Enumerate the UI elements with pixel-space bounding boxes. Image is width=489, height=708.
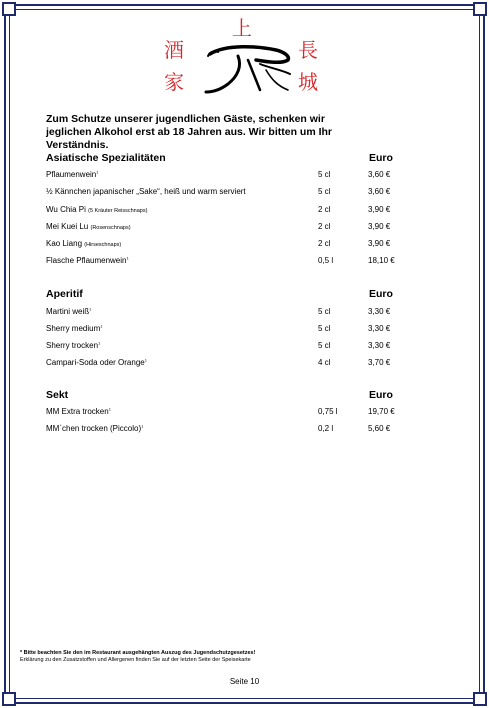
section-title: Aperitif xyxy=(46,288,83,300)
item-quantity: 4 cl xyxy=(318,358,331,367)
menu-item xyxy=(46,358,446,370)
logo-char: 家 xyxy=(164,70,184,94)
corner-ornament xyxy=(2,2,16,16)
item-name: MM`chen trocken (Piccolo)$^1$ xyxy=(46,423,144,433)
item-quantity: 5 cl xyxy=(318,307,331,316)
age-notice: Zum Schutze unserer jugendlichen Gäste, schenken wir jeglichen Alkohol erst ab 18 Jahren aus. Wir bitten um Ihr Verständnis. xyxy=(46,113,332,151)
item-quantity: 5 cl xyxy=(318,324,331,333)
item-quantity: 2 cl xyxy=(318,239,331,248)
menu-item xyxy=(46,407,446,419)
corner-ornament xyxy=(473,692,487,706)
menu-item xyxy=(46,341,446,353)
section-title: Asiatische Spezialitäten xyxy=(46,152,166,164)
item-price: 3,60 € xyxy=(368,170,391,179)
section-currency: Euro xyxy=(369,152,393,164)
item-price: 3,30 € xyxy=(368,324,391,333)
logo-char: 城 xyxy=(298,70,318,94)
item-price: 3,90 € xyxy=(368,222,391,231)
corner-ornament xyxy=(473,2,487,16)
item-name: ½ Kännchen japanischer „Sake“, heiß und warm serviert xyxy=(46,187,246,196)
item-name: Sherry medium$^1$ xyxy=(46,323,103,333)
restaurant-logo xyxy=(160,18,330,100)
logo-char: 酒 xyxy=(164,38,184,62)
corner-ornament xyxy=(2,692,16,706)
item-price: 3,90 € xyxy=(368,205,391,214)
menu-item xyxy=(46,239,446,251)
menu-item xyxy=(46,324,446,336)
item-name: Flasche Pflaumenwein$^1$ xyxy=(46,255,129,265)
item-name: Pflaumenwein$^1$ xyxy=(46,169,99,179)
item-price: 3,90 € xyxy=(368,239,391,248)
menu-item xyxy=(46,170,446,182)
logo-char: 長 xyxy=(298,38,318,62)
item-quantity: 5 cl xyxy=(318,187,331,196)
logo-char: 上 xyxy=(232,16,252,40)
youth-protection-footnote: * Bitte beachten Sie den im Restaurant ausgehängten Auszug des Jugendschutzgesetzes! xyxy=(20,650,256,656)
item-name: MM Extra trocken$^1$ xyxy=(46,406,111,416)
item-price: 3,70 € xyxy=(368,358,391,367)
item-quantity: 0,2 l xyxy=(318,424,334,433)
item-name: Wu Chia Pi (5 Kräuter Reisschnaps) xyxy=(46,205,148,214)
menu-item xyxy=(46,222,446,234)
menu-item xyxy=(46,205,446,217)
great-wall-brush-icon xyxy=(198,40,294,98)
item-quantity: 2 cl xyxy=(318,222,331,231)
item-quantity: 0,75 l xyxy=(318,407,338,416)
page-number: Seite 10 xyxy=(229,677,260,686)
menu-item xyxy=(46,256,446,268)
item-name: Kao Liang (Hirseschnaps) xyxy=(46,239,122,248)
item-name: Martini weiß$^1$ xyxy=(46,306,92,316)
item-price: 5,60 € xyxy=(368,424,391,433)
item-quantity: 5 cl xyxy=(318,170,331,179)
item-price: 19,70 € xyxy=(368,407,395,416)
item-name: Sherry trocken$^1$ xyxy=(46,340,101,350)
item-name: Mei Kuei Lu (Rosenschnaps) xyxy=(46,222,131,231)
item-quantity: 0,5 l xyxy=(318,256,334,265)
menu-item xyxy=(46,424,446,436)
section-currency: Euro xyxy=(369,288,393,300)
allergen-footnote: Erklärung zu den Zusatzstoffen und Allergenen finden Sie auf der letzten Seite der Speisekarte xyxy=(20,657,251,663)
item-price: 18,10 € xyxy=(368,256,395,265)
item-name: Campari-Soda oder Orange$^1$ xyxy=(46,357,147,367)
item-price: 3,60 € xyxy=(368,187,391,196)
menu-item xyxy=(46,187,446,199)
menu-item xyxy=(46,307,446,319)
section-currency: Euro xyxy=(369,389,393,401)
item-price: 3,30 € xyxy=(368,307,391,316)
item-price: 3,30 € xyxy=(368,341,391,350)
item-quantity: 2 cl xyxy=(318,205,331,214)
section-title: Sekt xyxy=(46,389,69,401)
item-quantity: 5 cl xyxy=(318,341,331,350)
